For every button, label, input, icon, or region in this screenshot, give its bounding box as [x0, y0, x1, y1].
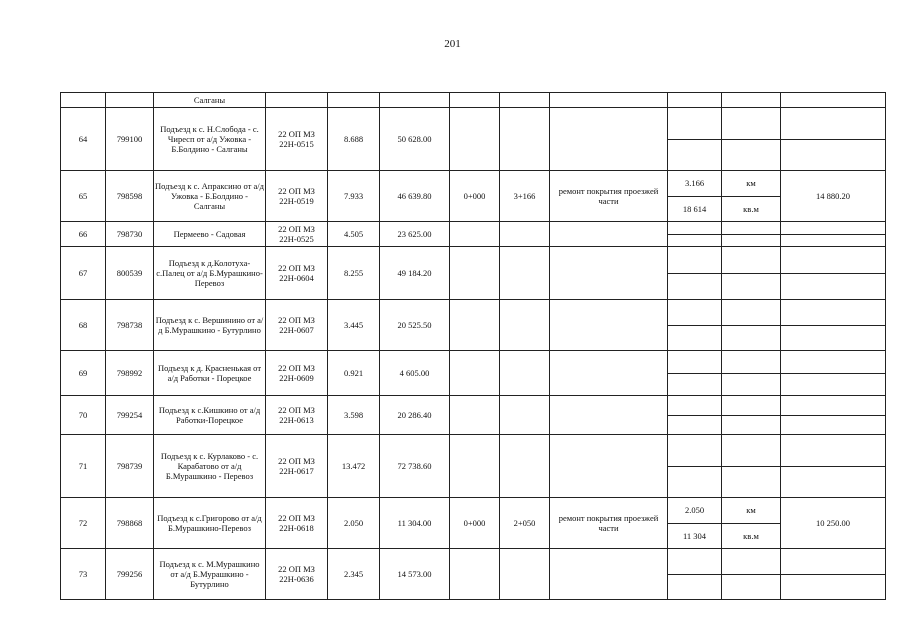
- cell-sum: 20 286.40: [380, 396, 450, 435]
- cell-start: [450, 300, 500, 351]
- cell-start: [450, 93, 500, 108]
- cell-cost: [781, 498, 886, 549]
- cell-name: Подъезд к с. М.Мурашкино от а/д Б.Мурашкино - Бутурлино: [154, 549, 266, 600]
- cell-end: [500, 549, 550, 600]
- cell-length: 8.255: [328, 247, 380, 300]
- cell-unit-top: [722, 222, 780, 235]
- cell-cost: [781, 222, 886, 247]
- cell-volume: [668, 498, 722, 549]
- cell-length: [328, 93, 380, 108]
- cell-no: 67: [61, 247, 106, 300]
- cell-work: [550, 247, 668, 300]
- cell-volume: [668, 435, 722, 498]
- cell-work: [550, 549, 668, 600]
- cell-name: Подъезд к с. Вершинино от а/д Б.Мурашкино - Бутурлино: [154, 300, 266, 351]
- cell-work: [550, 222, 668, 247]
- cell-unit-top: [722, 247, 780, 274]
- cell-name: Подъезд к д.Колотуха-с.Палец от а/д Б.Мурашкино-Перевоз: [154, 247, 266, 300]
- cell-volume: [668, 549, 722, 600]
- cell-reg: 22 ОП МЗ 22Н-0636: [266, 549, 328, 600]
- cell-unit: [722, 222, 781, 247]
- cell-volume-bottom: [668, 326, 721, 351]
- cell-sum: 4 605.00: [380, 351, 450, 396]
- cell-reg: 22 ОП МЗ 22Н-0618: [266, 498, 328, 549]
- cell-unit-bottom: кв.м: [743, 530, 759, 541]
- cell-volume-bottom: [668, 416, 721, 435]
- cell-work: [550, 396, 668, 435]
- cell-length: 4.505: [328, 222, 380, 247]
- cell-end: [500, 435, 550, 498]
- cell-no: 65: [61, 171, 106, 222]
- cell-unit: [722, 108, 781, 171]
- cell-volume-top: [668, 549, 721, 575]
- cell-volume-bottom: [668, 235, 721, 247]
- cell-volume-bottom: [668, 274, 721, 300]
- cell-volume: [668, 396, 722, 435]
- cell-sum: [380, 93, 450, 108]
- cell-unit-top: [722, 549, 780, 575]
- cell-length: 3.598: [328, 396, 380, 435]
- cell-cost-top: [781, 300, 885, 350]
- cell-volume: [668, 108, 722, 171]
- cell-end: 2+050: [500, 498, 550, 549]
- cell-cost: [781, 351, 886, 396]
- cell-start: [450, 435, 500, 498]
- cell-code: 799100: [106, 108, 154, 171]
- cell-unit: [722, 396, 781, 435]
- cell-sum: 23 625.00: [380, 222, 450, 247]
- cell-cost-top: 10 250.00: [816, 518, 850, 528]
- cell-end: [500, 247, 550, 300]
- cell-name: Пермеево - Садовая: [154, 222, 266, 247]
- cell-end: 3+166: [500, 171, 550, 222]
- cell-no: 72: [61, 498, 106, 549]
- cell-sum: 50 628.00: [380, 108, 450, 171]
- table-row: [61, 171, 886, 222]
- cell-volume-top: [668, 435, 721, 467]
- cell-length: 2.345: [328, 549, 380, 600]
- cell-length: 3.445: [328, 300, 380, 351]
- cell-name: Подъезд к с.Кишкино от а/д Работки-Порецкое: [154, 396, 266, 435]
- cell-volume-top: [668, 396, 721, 416]
- cell-reg: 22 ОП МЗ 22Н-0515: [266, 108, 328, 171]
- cell-work: [550, 351, 668, 396]
- cell-unit-bottom: [722, 274, 780, 300]
- cell-reg: 22 ОП МЗ 22Н-0617: [266, 435, 328, 498]
- table-row: [61, 396, 886, 435]
- cell-end: [500, 396, 550, 435]
- cell-volume-top: [668, 222, 721, 235]
- cell-work: [550, 108, 668, 171]
- cell-code: 798868: [106, 498, 154, 549]
- cell-name: Подъезд к д. Красненькая от а/д Работки - Порецкое: [154, 351, 266, 396]
- cell-start: 0+000: [450, 171, 500, 222]
- cell-volume-bottom: [668, 140, 721, 171]
- page-number: 201: [444, 38, 461, 50]
- cell-start: [450, 549, 500, 600]
- table-row: [61, 247, 886, 300]
- cell-sum: 14 573.00: [380, 549, 450, 600]
- cell-name: Подъезд к с. Н.Слобода - с. Чиресп от а/д Ужовка - Б.Болдино - Салганы: [154, 108, 266, 171]
- cell-volume-top: 2.050: [668, 498, 721, 524]
- cell-unit: [722, 93, 781, 108]
- cell-sum: 20 525.50: [380, 300, 450, 351]
- cell-reg: 22 ОП МЗ 22Н-0613: [266, 396, 328, 435]
- cell-no: 66: [61, 222, 106, 247]
- cell-length: 13.472: [328, 435, 380, 498]
- cell-volume-top: [668, 351, 721, 374]
- cell-cost: [781, 549, 886, 600]
- cell-unit: [722, 549, 781, 600]
- cell-no: 70: [61, 396, 106, 435]
- cell-code: 798739: [106, 435, 154, 498]
- cell-sum: 72 738.60: [380, 435, 450, 498]
- cell-volume: [668, 93, 722, 108]
- cell-volume-bottom: 11 304: [682, 530, 707, 541]
- cell-code: 798730: [106, 222, 154, 247]
- cell-no: 68: [61, 300, 106, 351]
- cell-length: 2.050: [328, 498, 380, 549]
- cell-code: 799254: [106, 396, 154, 435]
- cell-reg: 22 ОП МЗ 22Н-0607: [266, 300, 328, 351]
- cell-cost: [781, 171, 886, 222]
- cell-volume-bottom: 18 614: [682, 203, 707, 214]
- table-row: [61, 300, 886, 351]
- cell-cost-top: [781, 247, 885, 299]
- cell-code: [106, 93, 154, 108]
- cell-cost-top: [781, 396, 885, 434]
- cell-code: 800539: [106, 247, 154, 300]
- cell-start: [450, 351, 500, 396]
- cell-name: Салганы: [154, 93, 266, 108]
- cell-no: [61, 93, 106, 108]
- cell-work: [550, 93, 668, 108]
- cell-sum: 46 639.80: [380, 171, 450, 222]
- cell-reg: 22 ОП МЗ 22Н-0525: [266, 222, 328, 247]
- cell-volume: [668, 171, 722, 222]
- cell-unit: [722, 247, 781, 300]
- cell-no: 69: [61, 351, 106, 396]
- cell-unit-bottom: [722, 235, 780, 247]
- table-row: [61, 435, 886, 498]
- cell-start: [450, 396, 500, 435]
- cell-unit-bottom: [722, 374, 780, 396]
- cell-volume: [668, 222, 722, 247]
- cell-cost-top: [781, 351, 885, 395]
- cell-volume: [668, 351, 722, 396]
- table-row: [61, 549, 886, 600]
- cell-unit-top: [722, 108, 780, 140]
- cell-name: Подъезд к с.Григорово от а/д Б.Мурашкино-Перевоз: [154, 498, 266, 549]
- cell-unit-top: км: [722, 171, 780, 197]
- cell-volume-top: [668, 300, 721, 326]
- cell-start: [450, 108, 500, 171]
- table-row: [61, 222, 886, 247]
- cell-end: [500, 351, 550, 396]
- cell-unit-top: [722, 300, 780, 326]
- cell-unit-top: [722, 396, 780, 416]
- cell-volume-bottom: [668, 575, 721, 600]
- cell-volume-bottom: [668, 467, 721, 498]
- cell-sum: 49 184.20: [380, 247, 450, 300]
- cell-end: [500, 222, 550, 247]
- cell-work: [550, 435, 668, 498]
- cell-reg: [266, 93, 328, 108]
- cell-cost-top: [781, 222, 885, 246]
- cell-length: 7.933: [328, 171, 380, 222]
- cell-unit-top: [722, 435, 780, 467]
- cell-code: 798992: [106, 351, 154, 396]
- cell-volume-bottom: [668, 374, 721, 396]
- cell-volume: [668, 300, 722, 351]
- cell-volume-top: [668, 247, 721, 274]
- cell-no: 64: [61, 108, 106, 171]
- cell-cost-top: 14 880.20: [816, 191, 850, 201]
- cell-cost-top: [781, 108, 885, 170]
- table-row: [61, 351, 886, 396]
- cell-cost: [781, 108, 886, 171]
- cell-work: ремонт покрытия проезжей части: [550, 498, 668, 549]
- cell-cost: [781, 247, 886, 300]
- cell-unit-bottom: [722, 467, 780, 498]
- cell-unit-bottom: [722, 326, 780, 351]
- cell-cost: [781, 300, 886, 351]
- road-repair-table: [60, 92, 886, 600]
- cell-end: [500, 300, 550, 351]
- table-row-continuation: [61, 93, 886, 108]
- cell-end: [500, 108, 550, 171]
- cell-code: 798598: [106, 171, 154, 222]
- cell-unit: [722, 351, 781, 396]
- cell-reg: 22 ОП МЗ 22Н-0609: [266, 351, 328, 396]
- cell-cost: [781, 396, 886, 435]
- cell-name: Подъезд к с. Апраксино от а/д Ужовка - Б.Болдино - Салганы: [154, 171, 266, 222]
- cell-sum: 11 304.00: [380, 498, 450, 549]
- cell-length: 8.688: [328, 108, 380, 171]
- cell-unit-top: [722, 351, 780, 374]
- cell-reg: 22 ОП МЗ 22Н-0604: [266, 247, 328, 300]
- cell-unit-bottom: [722, 416, 780, 435]
- cell-start: 0+000: [450, 498, 500, 549]
- cell-end: [500, 93, 550, 108]
- cell-no: 73: [61, 549, 106, 600]
- cell-unit: [722, 498, 781, 549]
- cell-unit: [722, 300, 781, 351]
- cell-cost: [781, 93, 886, 108]
- cell-work: ремонт покрытия проезжей части: [550, 171, 668, 222]
- table-row: [61, 498, 886, 549]
- cell-code: 799256: [106, 549, 154, 600]
- cell-unit: [722, 171, 781, 222]
- cell-reg: 22 ОП МЗ 22Н-0519: [266, 171, 328, 222]
- cell-cost-top: [781, 549, 885, 599]
- table-row: [61, 108, 886, 171]
- cell-no: 71: [61, 435, 106, 498]
- cell-unit-top: км: [722, 498, 780, 524]
- cell-work: [550, 300, 668, 351]
- cell-start: [450, 222, 500, 247]
- cell-volume-top: 3.166: [668, 171, 721, 197]
- cell-name: Подъезд к с. Курлаково - с. Карабатово от а/д Б.Мурашкино - Перевоз: [154, 435, 266, 498]
- cell-cost-top: [781, 435, 885, 497]
- cell-unit: [722, 435, 781, 498]
- cell-volume-top: [668, 108, 721, 140]
- cell-volume: [668, 247, 722, 300]
- cell-start: [450, 247, 500, 300]
- cell-length: 0.921: [328, 351, 380, 396]
- cell-cost: [781, 435, 886, 498]
- cell-unit-bottom: [722, 140, 780, 171]
- cell-unit-bottom: кв.м: [743, 203, 759, 214]
- cell-code: 798738: [106, 300, 154, 351]
- cell-unit-bottom: [722, 575, 780, 600]
